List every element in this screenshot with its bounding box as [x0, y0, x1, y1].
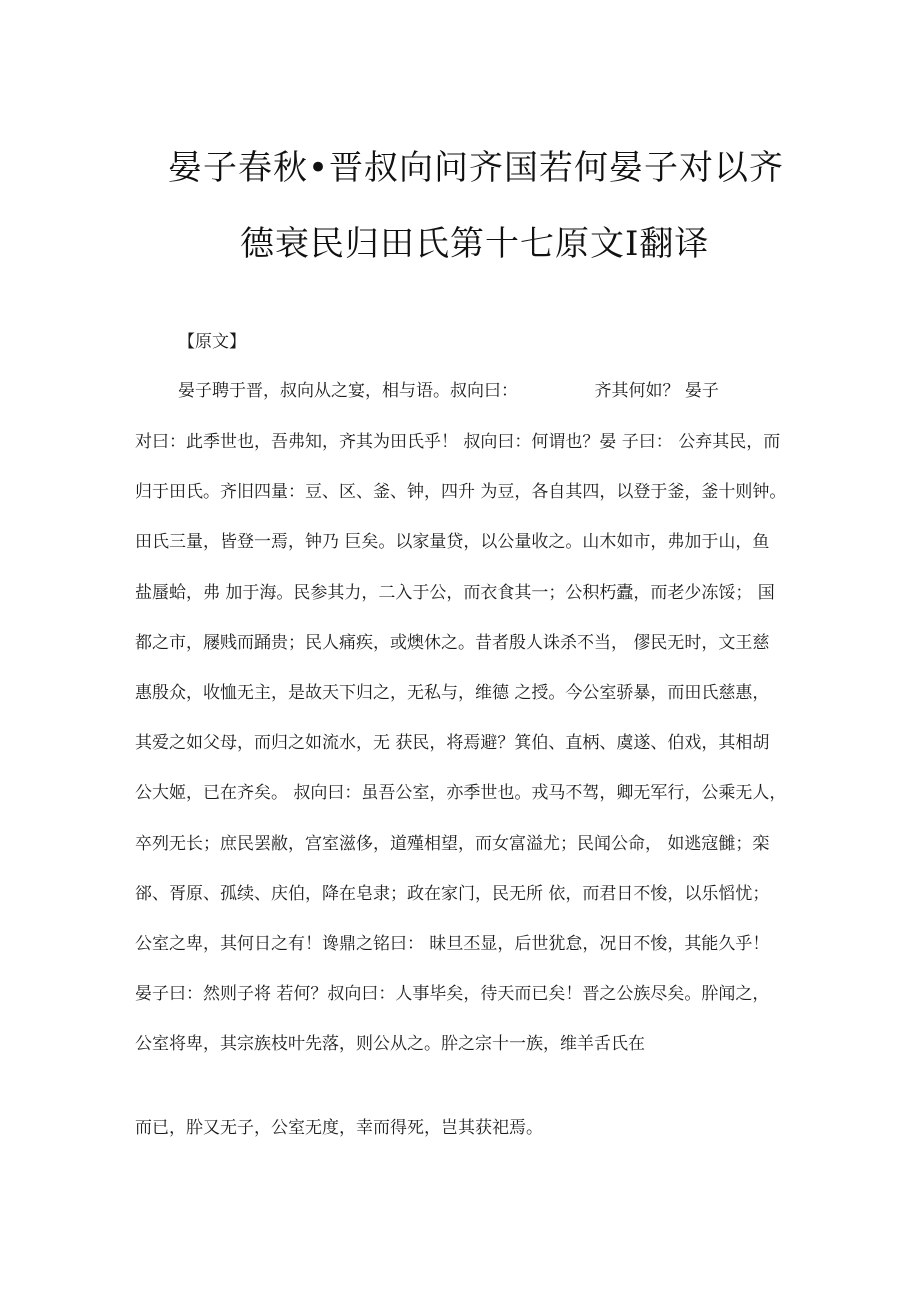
- body-line: 归于田氏。齐旧四量：豆、区、釜、钟，四升 为豆，各自其四，以登于釜，釜十则钟。: [135, 482, 787, 502]
- body-line: 盐蜃蛤，弗 加于海。民参其力，二入于公，而衣食其一；公积朽蠹，而老少冻馁； 国: [135, 583, 775, 603]
- document-title-line-2: 德衰民归田氏第十七原文Ⅰ翻译: [240, 224, 710, 264]
- body-line: 惠殷众，收恤无主，是故天下归之，无私与，维德 之授。今公室骄暴，而田氏慈惠，: [135, 683, 770, 703]
- body-line: 晏子聘于晋，叔向从之宴，相与语。叔向曰： 齐其何如？ 晏子: [178, 381, 719, 401]
- body-line: 而已，肸又无子，公室无度，幸而得死，岂其获祀焉。: [135, 1118, 543, 1138]
- body-line: 其爱之如父母，而归之如流水，无 获民，将焉避？箕伯、直柄、虞遂、伯戏，其相胡: [135, 733, 770, 753]
- body-line: 公室将卑，其宗族枝叶先落，则公从之。肸之宗十一族，维羊舌氏在: [135, 1034, 645, 1054]
- body-line: 田氏三量，皆登一焉，钟乃 巨矣。以家量贷，以公量收之。山木如市，弗加于山，鱼: [135, 532, 770, 552]
- body-line: 对曰：此季世也，吾弗知，齐其为田氏乎！ 叔向曰：何谓也？晏 子曰： 公弃其民，而: [135, 432, 781, 452]
- section-label-original-text: 【原文】: [178, 332, 246, 352]
- document-title-line-1: 晏子春秋•晋叔向问齐国若何晏子对以齐: [168, 148, 785, 188]
- body-line: 晏子曰：然则子将 若何？叔向曰：人事毕矣，待天而已矣！晋之公族尽矣。肸闻之，: [135, 984, 770, 1004]
- body-line: 公大姬，已在齐矣。 叔向曰：虽吾公室，亦季世也。戎马不驾，卿无军行，公乘无人，: [135, 783, 787, 803]
- body-line: 都之市，屦贱而踊贵；民人痛疾，或燠休之。昔者殷人诛杀不当， 僇民无时，文王慈: [135, 633, 770, 653]
- body-line: 卒列无长；庶民罢敝，宫室滋侈，道殣相望，而女富溢尤；民闻公命， 如逃寇雠；栾: [135, 834, 770, 854]
- body-line: 公室之卑，其何日之有！谗鼎之铭曰： 昧旦丕显，后世犹怠，况日不悛，其能久乎！: [135, 934, 770, 954]
- body-line: 郤、胥原、孤续、庆伯，降在皂隶；政在家门，民无所 依，而君日不悛，以乐慆忧；: [135, 884, 770, 904]
